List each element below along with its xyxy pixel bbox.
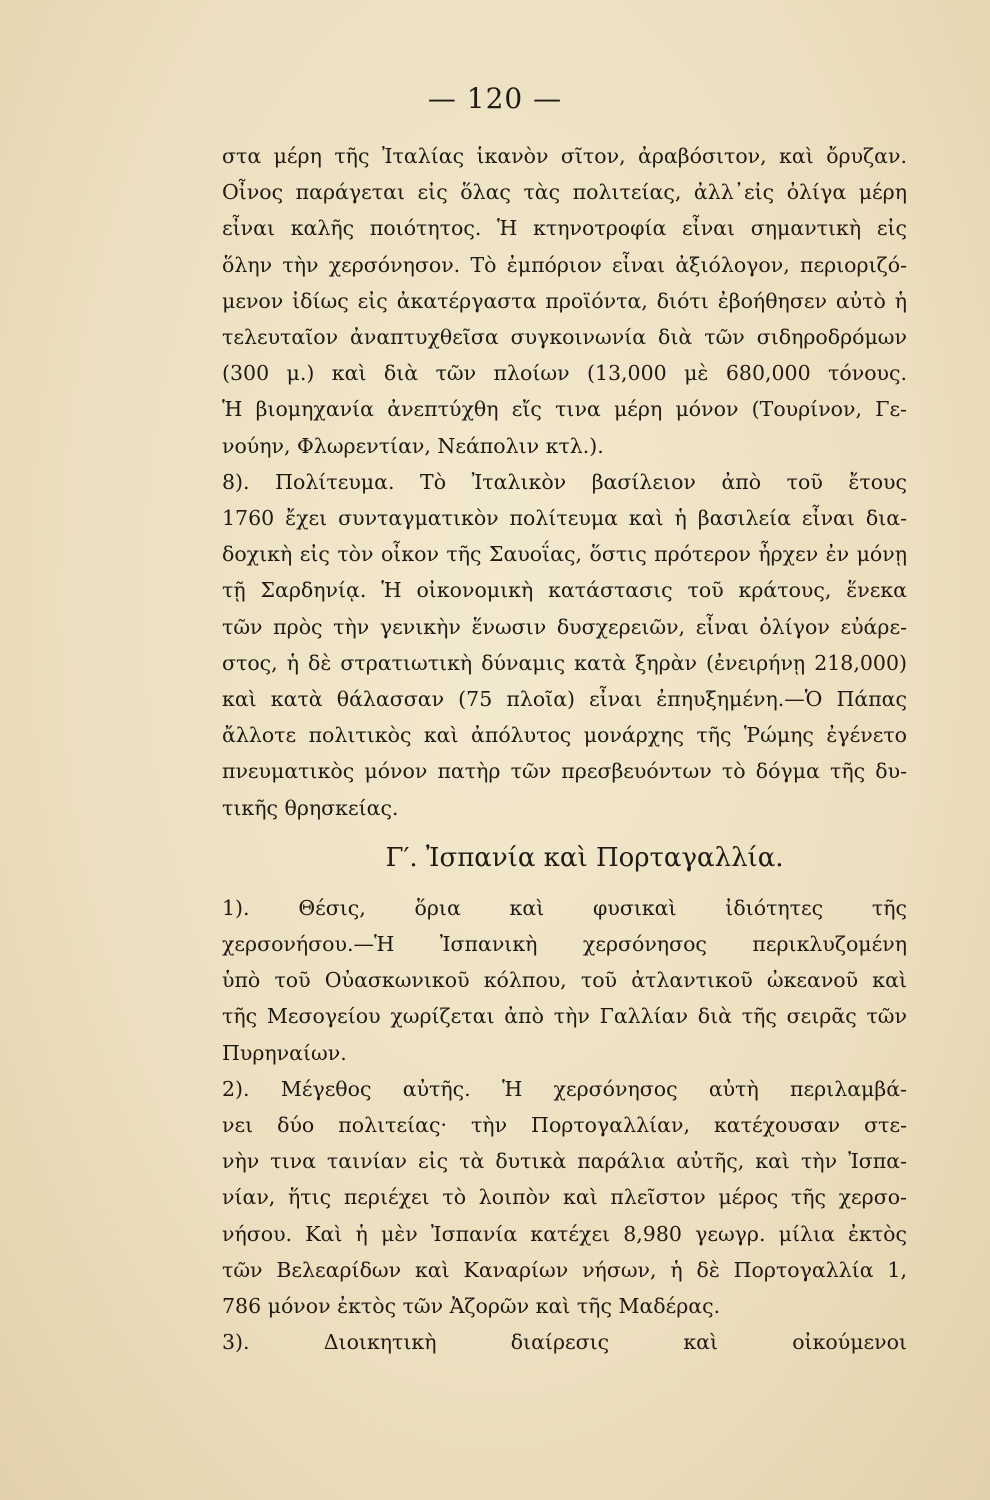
text-line: 786 μόνον ἐκτὸς τῶν Ἀζορῶν καὶ τῆς Μαδέρας. [222,1294,721,1319]
text-line: ὑπὸ τοῦ Οὐασκωνικοῦ κόλπου, τοῦ ἀτλαντικοῦ ὠκεανοῦ καὶ [222,968,907,993]
text-line: τῶν πρὸς τὴν γενικὴν ἕνωσιν δυσχερειῶν, εἶναι ὀλίγον εὐάρε- [222,614,907,639]
text-line: στος, ἡ δὲ στρατιωτικὴ δύναμις κατὰ ξηρὰν (ἐνειρήνῃ 218,000) [222,650,907,675]
text-line: 1). Θέσις, ὅρια καὶ φυσικαὶ ἰδιότητες τῆς [222,895,907,920]
text-line: χερσονήσου.—Ἡ Ἰσπανικὴ χερσόνησος περικλυζομένη [222,932,907,957]
text-line: στα μέρη τῆς Ἰταλίας ἱκανὸν σῖτον, ἀραβόσιτον, καὶ ὄρυζαν. [222,144,907,168]
text-line: νήσου. Καὶ ἡ μὲν Ἰσπανία κατέχει 8,980 γεωγρ. μίλια ἐκτὸς [222,1221,907,1246]
text-line: Ἡ βιομηχανία ἀνεπτύχθη εἴς τινα μέρη μόνον (Τουρίνον, Γε- [222,397,907,422]
text-line: μενον ἰδίως εἰς ἀκατέργαστα προϊόντα, διότι ἐβοήθησεν αὐτὸ ἡ [222,288,907,313]
text-line: 2). Μέγεθος αὐτῆς. Ἡ χερσόνησος αὐτὴ περιλαμβά- [222,1076,907,1101]
section-heading: Γ′. Ἰσπανία καὶ Πορταγαλλία. [385,842,784,873]
text-line: τῶν Βελεαρίδων καὶ Καναρίων νήσων, ἡ δὲ Πορτογαλλία 1, [222,1257,907,1282]
body-text [222,138,907,1361]
text-line: νούην, Φλωρεντίαν, Νεάπολιν κτλ.). [222,433,604,458]
text-line: τελευταῖον ἀναπτυχθεῖσα συγκοινωνία διὰ τῶν σιδηροδρόμων [222,325,907,350]
text-line: ἄλλοτε πολιτικὸς καὶ ἀπόλυτος μονάρχης τῆς Ῥώμης ἐγένετο [222,723,907,748]
text-line: νει δύο πολιτείας· τὴν Πορτογαλλίαν, κατέχουσαν στε- [222,1113,907,1138]
text-line: 3). Διοικητικὴ διαίρεσις καὶ οἰκούμενοι [222,1330,907,1355]
text-line: δοχικὴ εἰς τὸν οἶκον τῆς Σαυοΐας, ὅστις πρότερον ἦρχεν ἐν μόνῃ [222,542,907,567]
text-line: τῇ Σαρδηνίᾳ. Ἡ οἰκονομικὴ κατάστασις τοῦ κράτους, ἕνεκα [222,578,907,603]
text-line: Οἶνος παράγεται εἰς ὅλας τὰς πολιτείας, ἀλλ᾽εἰς ὀλίγα μέρη [222,180,907,205]
text-line: καὶ κατὰ θάλασσαν (75 πλοῖα) εἶναι ἐπηυξημένη.—Ὁ Πάπας [222,687,907,712]
page-number: — 120 — [427,82,563,115]
text-line: Πυρηναίων. [222,1040,347,1065]
text-line: νὴν τινα ταινίαν εἰς τὰ δυτικὰ παράλια αὐτῆς, καὶ τὴν Ἰσπα- [222,1149,907,1174]
text-line: εἶναι καλῆς ποιότητος. Ἡ κτηνοτροφία εἶναι σημαντικὴ εἰς [222,216,907,241]
text-line: νίαν, ἥτις περιέχει τὸ λοιπὸν καὶ πλεῖστον μέρος τῆς χερσο- [222,1185,907,1210]
text-line: 1760 ἔχει συνταγματικὸν πολίτευμα καὶ ἡ βασιλεία εἶναι δια- [222,506,907,531]
text-line: 8). Πολίτευμα. Τὸ Ἰταλικὸν βασίλειον ἀπὸ τοῦ ἔτους [222,469,907,494]
text-line: πνευματικὸς μόνον πατὴρ τῶν πρεσβευόντων τὸ δόγμα τῆς δυ- [222,759,907,784]
text-line: τῆς Μεσογείου χωρίζεται ἀπὸ τὴν Γαλλίαν διὰ τῆς σειρᾶς τῶν [222,1004,907,1029]
text-line: τικῆς θρησκείας. [222,795,399,820]
text-line: ὅλην τὴν χερσόνησον. Τὸ ἐμπόριον εἶναι ἀξιόλογον, περιοριζό- [222,252,907,277]
text-line: (300 μ.) καὶ διὰ τῶν πλοίων (13,000 μὲ 680,000 τόνους. [222,361,907,386]
